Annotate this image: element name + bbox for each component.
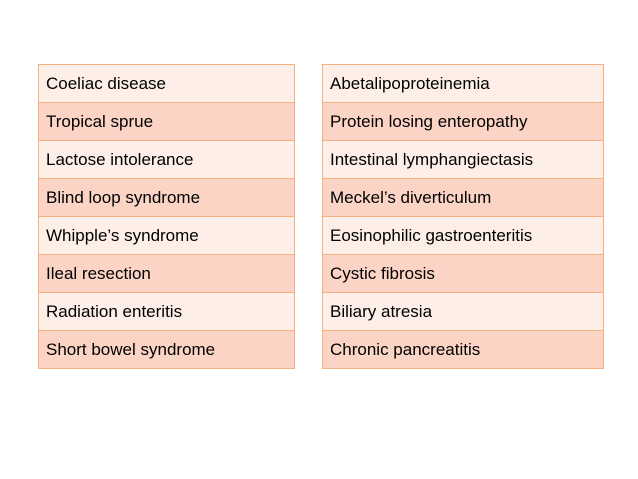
table-cell: Blind loop syndrome: [39, 179, 295, 217]
table-row: [323, 293, 604, 331]
table-row: [39, 65, 295, 103]
table-row: [39, 141, 295, 179]
table-cell: Tropical sprue: [39, 103, 295, 141]
table-row: [323, 141, 604, 179]
table-cell: Meckel’s diverticulum: [323, 179, 604, 217]
table-row: [39, 331, 295, 369]
table-row: [323, 255, 604, 293]
table-row: [323, 103, 604, 141]
table-cell: Intestinal lymphangiectasis: [323, 141, 604, 179]
table-cell: Biliary atresia: [323, 293, 604, 331]
table-row: [323, 179, 604, 217]
table-cell: Protein losing enteropathy: [323, 103, 604, 141]
table-row: [323, 65, 604, 103]
table-cell: Abetalipoproteinemia: [323, 65, 604, 103]
table-row: [39, 103, 295, 141]
right-condition-table: [322, 64, 604, 369]
table-cell: Ileal resection: [39, 255, 295, 293]
table-cell: Whipple’s syndrome: [39, 217, 295, 255]
table-row: [323, 331, 604, 369]
table-cell: Radiation enteritis: [39, 293, 295, 331]
table-row: [39, 293, 295, 331]
left-condition-table: [38, 64, 295, 369]
table-cell: Coeliac disease: [39, 65, 295, 103]
table-row: [39, 217, 295, 255]
table-row: [323, 217, 604, 255]
table-row: [39, 255, 295, 293]
table-cell: Cystic fibrosis: [323, 255, 604, 293]
table-row: [39, 179, 295, 217]
table-cell: Eosinophilic gastroenteritis: [323, 217, 604, 255]
table-cell: Lactose intolerance: [39, 141, 295, 179]
table-cell: Chronic pancreatitis: [323, 331, 604, 369]
table-cell: Short bowel syndrome: [39, 331, 295, 369]
